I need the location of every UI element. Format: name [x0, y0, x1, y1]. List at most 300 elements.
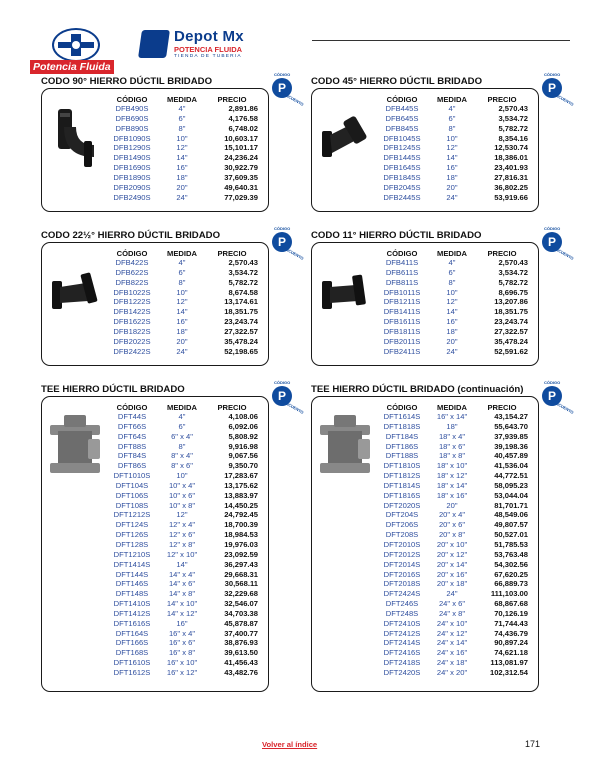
product-price: 13,174.61 [224, 297, 258, 307]
product-price: 4,176.58 [228, 113, 258, 123]
table-row [104, 173, 260, 183]
col-header-size: MEDIDA [167, 248, 197, 258]
product-code: DFB811S [385, 277, 419, 287]
product-code: DFT1414S [113, 559, 151, 569]
product-size: 16" x 6" [168, 638, 196, 648]
table-row [374, 609, 530, 619]
table-row [374, 619, 530, 629]
product-price: 32,546.07 [224, 599, 258, 609]
table-row [374, 589, 530, 599]
product-code: DFB411S [385, 258, 419, 267]
product-price: 6,748.02 [228, 123, 258, 133]
table-row [104, 668, 260, 678]
table-row [104, 297, 260, 307]
product-code: DFB1045S [383, 133, 421, 143]
product-code: DFB1622S [113, 317, 151, 327]
product-code: DFT2420S [383, 667, 421, 677]
table-row [104, 114, 260, 124]
product-size: 8" x 4" [171, 451, 193, 461]
product-price: 36,802.25 [494, 182, 528, 192]
product-code: DFT1412S [113, 608, 151, 618]
product-price: 3,534.72 [498, 267, 528, 277]
product-size: 14" x 8" [168, 589, 196, 599]
product-code: DFB1890S [113, 172, 151, 182]
product-price: 48,549.06 [494, 510, 528, 520]
table-row [374, 461, 530, 471]
product-price: 13,207.86 [494, 297, 528, 307]
potencia-fluida-text: Potencia Fluida [30, 60, 114, 74]
section-codo-90 [41, 72, 305, 212]
table-row [104, 471, 260, 481]
product-box [311, 242, 539, 366]
badge-bottom-text: DESCUENTO [550, 244, 575, 261]
table-row [104, 337, 260, 347]
table-row [374, 347, 530, 357]
product-size: 10" [446, 287, 458, 297]
product-size: 6" [448, 113, 456, 123]
product-code: DFT1614S [383, 412, 421, 421]
product-box [41, 88, 269, 212]
product-size: 24" x 18" [436, 658, 468, 668]
section-tee-continued [311, 380, 575, 692]
section-codo-11 [311, 226, 575, 366]
section-title: CODO 22½° HIERRO DÚCTIL BRIDADO [41, 230, 221, 241]
product-size: 16" [446, 317, 458, 327]
product-size: 18" x 4" [438, 431, 466, 441]
product-size: 6" [448, 267, 456, 277]
product-price: 9,350.70 [228, 461, 258, 471]
product-size: 24" [446, 192, 458, 202]
product-code: DFB1211S [383, 297, 421, 307]
product-code: DFT1610S [113, 658, 151, 668]
table-row [104, 638, 260, 648]
product-code: DFT208S [385, 530, 419, 540]
product-size: 14" x 12" [166, 608, 198, 618]
table-row [374, 550, 530, 560]
product-size: 16" [176, 618, 188, 628]
product-code: DFT1010S [113, 471, 151, 481]
table-row [104, 629, 260, 639]
product-size: 20" x 18" [436, 579, 468, 589]
product-price: 53,044.04 [494, 490, 528, 500]
section-title: CODO 45° HIERRO DÚCTIL BRIDADO [311, 76, 483, 87]
product-size: 12" [446, 143, 458, 153]
table-row [374, 163, 530, 173]
table-row [374, 471, 530, 481]
product-price: 8,354.16 [498, 133, 528, 143]
table-row [374, 412, 530, 422]
product-code: DFT2414S [383, 638, 421, 648]
col-header-price: PRECIO [217, 94, 247, 104]
elbow-22-image [50, 269, 98, 315]
product-size: 16" x 10" [166, 658, 198, 668]
table-row [374, 337, 530, 347]
section-title: TEE HIERRO DÚCTIL BRIDADO (continuación) [311, 384, 524, 395]
product-price: 5,782.72 [498, 123, 528, 133]
table-row [104, 327, 260, 337]
table-row [104, 258, 260, 268]
product-code: DFB622S [115, 267, 149, 277]
product-price: 3,534.72 [498, 113, 528, 123]
product-code: DFT2014S [383, 559, 421, 569]
product-size: 6" x 4" [171, 431, 193, 441]
table-row [374, 540, 530, 550]
product-price: 24,236.24 [224, 153, 258, 163]
product-price: 74,621.18 [494, 648, 528, 658]
section-codo-22 [41, 226, 305, 366]
table-row [374, 114, 530, 124]
product-size: 24" x 20" [436, 667, 468, 677]
discount-code-badge: P [272, 232, 292, 252]
product-size: 20" x 14" [436, 559, 468, 569]
product-size: 12" x 6" [168, 530, 196, 540]
table-row [374, 658, 530, 668]
table-row [104, 317, 260, 327]
discount-code-badge: P [272, 78, 292, 98]
product-price: 5,782.72 [498, 277, 528, 287]
tee-image [48, 415, 102, 487]
product-price: 44,772.51 [494, 471, 528, 481]
product-size: 20" x 10" [436, 539, 468, 549]
product-price: 6,092.06 [228, 421, 258, 431]
product-price: 39,613.50 [224, 648, 258, 658]
col-header-size: MEDIDA [167, 94, 197, 104]
col-header-code: CÓDIGO [116, 402, 148, 412]
product-size: 20" x 16" [436, 569, 468, 579]
product-price: 71,744.43 [494, 618, 528, 628]
product-code: DFT126S [115, 530, 149, 540]
product-size: 16" x 14" [436, 412, 468, 421]
product-price: 5,808.92 [228, 431, 258, 441]
badge-bottom-text: DESCUENTO [280, 398, 305, 415]
product-price: 35,478.24 [224, 336, 258, 346]
table-row [374, 143, 530, 153]
table-row [374, 442, 530, 452]
table-row [104, 432, 260, 442]
product-size: 24" x 8" [438, 608, 466, 618]
product-code: DFT1812S [383, 471, 421, 481]
product-price: 12,530.74 [494, 143, 528, 153]
product-code: DFB2422S [113, 346, 151, 356]
product-price: 55,643.70 [494, 421, 528, 431]
product-price: 53,919.66 [494, 192, 528, 202]
pipe-fitting-icon [52, 28, 100, 62]
product-code: DFB2411S [383, 346, 421, 356]
badge-bottom-text: DESCUENTO [280, 244, 305, 261]
product-size: 12" x 4" [168, 520, 196, 530]
table-row [374, 491, 530, 501]
product-code: DFT44S [117, 412, 147, 421]
table-row [104, 530, 260, 540]
header-divider [312, 40, 570, 41]
product-price: 24,792.45 [224, 510, 258, 520]
product-code: DFT1210S [113, 549, 151, 559]
table-row [374, 124, 530, 134]
col-header-code: CÓDIGO [386, 402, 418, 412]
discount-code-badge: P [272, 386, 292, 406]
product-code: DFT168S [115, 648, 149, 658]
product-price: 23,243.74 [224, 317, 258, 327]
depot-mx-subtitle: POTENCIA FLUIDA [174, 45, 243, 54]
table-row [104, 124, 260, 134]
table-row [104, 143, 260, 153]
product-size: 24" x 10" [436, 618, 468, 628]
product-code: DFT148S [115, 589, 149, 599]
product-size: 20" x 6" [438, 520, 466, 530]
table-row [104, 540, 260, 550]
table-row [104, 599, 260, 609]
product-code: DFB1690S [113, 163, 151, 173]
col-header-code: CÓDIGO [116, 94, 148, 104]
table-row [374, 579, 530, 589]
product-code: DFT88S [117, 441, 147, 451]
product-size: 20" x 12" [436, 549, 468, 559]
product-price: 70,126.19 [494, 608, 528, 618]
product-size: 18" x 14" [436, 480, 468, 490]
product-price: 18,386.01 [494, 153, 528, 163]
table-row [374, 134, 530, 144]
product-size: 10" [176, 287, 188, 297]
product-code: DFT248S [385, 608, 419, 618]
table-row [104, 501, 260, 511]
discount-code-badge: P [542, 78, 562, 98]
product-price: 37,939.85 [494, 431, 528, 441]
col-header-price: PRECIO [487, 94, 517, 104]
badge-bottom-text: DESCUENTO [550, 398, 575, 415]
elbow-11-image [320, 269, 368, 315]
table-row [104, 268, 260, 278]
product-code: DFT2020S [383, 500, 421, 510]
table-row [104, 412, 260, 422]
product-code: DFB422S [115, 258, 149, 267]
product-size: 4" [178, 104, 186, 113]
product-size: 24" [446, 346, 458, 356]
price-table [374, 248, 530, 356]
product-price: 8,674.58 [228, 287, 258, 297]
product-price: 102,312.54 [489, 667, 528, 677]
product-price: 37,400.77 [224, 628, 258, 638]
product-code: DFT106S [115, 490, 149, 500]
product-size: 10" x 4" [168, 480, 196, 490]
product-size: 6" [178, 113, 186, 123]
product-price: 23,401.93 [494, 163, 528, 173]
product-code: DFT246S [385, 599, 419, 609]
product-size: 16" x 8" [168, 648, 196, 658]
table-row [104, 104, 260, 114]
table-row [104, 347, 260, 357]
product-size: 18" x 12" [436, 471, 468, 481]
product-size: 24" [176, 192, 188, 202]
badge-top-text: CÓDIGO [544, 380, 561, 385]
product-size: 18" [446, 172, 458, 182]
table-row [104, 560, 260, 570]
badge-top-text: CÓDIGO [544, 226, 561, 231]
table-row [104, 619, 260, 629]
product-size: 20" [446, 500, 458, 510]
product-size: 14" [176, 307, 188, 317]
product-code: DFB1411S [383, 307, 421, 317]
section-codo-45 [311, 72, 575, 212]
product-code: DFT2018S [383, 579, 421, 589]
product-price: 34,703.38 [224, 608, 258, 618]
product-price: 13,175.62 [224, 480, 258, 490]
product-size: 24" x 12" [436, 628, 468, 638]
table-row [374, 297, 530, 307]
col-header-size: MEDIDA [167, 402, 197, 412]
section-title: TEE HIERRO DÚCTIL BRIDADO [41, 384, 185, 395]
product-price: 52,591.62 [494, 346, 528, 356]
product-code: DFT1816S [383, 490, 421, 500]
elbow-45-image [320, 113, 368, 165]
product-code: DFB1445S [383, 153, 421, 163]
product-code: DFB1822S [113, 326, 151, 336]
section-title: CODO 90° HIERRO DÚCTIL BRIDADO [41, 76, 213, 87]
product-code: DFB1245S [383, 143, 421, 153]
badge-top-text: CÓDIGO [274, 380, 291, 385]
product-price: 52,198.65 [224, 346, 258, 356]
table-row [104, 278, 260, 288]
depot-mx-logo [140, 30, 260, 74]
product-price: 53,763.48 [494, 549, 528, 559]
product-code: DFT124S [115, 520, 149, 530]
product-code: DFB1645S [383, 163, 421, 173]
product-price: 18,351.75 [494, 307, 528, 317]
product-price: 39,198.36 [494, 441, 528, 451]
product-price: 38,876.93 [224, 638, 258, 648]
table-row [374, 422, 530, 432]
product-code: DFB1290S [113, 143, 151, 153]
table-row [104, 550, 260, 560]
product-size: 10" x 6" [168, 490, 196, 500]
product-code: DFT186S [385, 441, 419, 451]
product-price: 111,103.00 [490, 589, 528, 599]
product-code: DFT2410S [383, 618, 421, 628]
product-size: 14" [176, 153, 188, 163]
table-row [374, 193, 530, 203]
product-code: DFB1090S [113, 133, 151, 143]
product-size: 14" [176, 559, 188, 569]
section-tee [41, 380, 305, 692]
product-size: 12" [176, 143, 188, 153]
product-price: 27,322.57 [494, 326, 528, 336]
product-code: DFT184S [385, 431, 419, 441]
product-size: 18" x 8" [438, 451, 466, 461]
product-size: 18" x 16" [436, 490, 468, 500]
product-size: 20" [446, 336, 458, 346]
product-size: 16" x 12" [166, 667, 198, 677]
product-price: 2,570.43 [228, 258, 258, 267]
product-code: DFT1212S [113, 510, 151, 520]
product-size: 8" [448, 123, 456, 133]
product-code: DFB890S [115, 123, 149, 133]
product-code: DFT2412S [383, 628, 421, 638]
table-row [374, 173, 530, 183]
potencia-fluida-logo [30, 26, 120, 74]
product-code: DFT108S [115, 500, 149, 510]
table-row [374, 432, 530, 442]
product-price: 45,878.87 [224, 618, 258, 628]
table-row [374, 288, 530, 298]
product-size: 12" x 10" [166, 549, 198, 559]
product-price: 2,570.43 [498, 258, 528, 267]
table-row [374, 258, 530, 268]
col-header-size: MEDIDA [437, 248, 467, 258]
table-row [104, 648, 260, 658]
product-size: 18" [176, 172, 188, 182]
product-code: DFT1810S [383, 461, 421, 471]
table-row [374, 183, 530, 193]
product-price: 41,456.43 [224, 658, 258, 668]
table-row [104, 183, 260, 193]
product-size: 18" x 6" [438, 441, 466, 451]
product-code: DFT188S [385, 451, 419, 461]
col-header-price: PRECIO [487, 402, 517, 412]
product-price: 43,482.76 [224, 667, 258, 677]
depot-mx-title: Depot Mx [174, 28, 244, 45]
product-size: 8" [178, 441, 186, 451]
product-price: 23,092.59 [224, 549, 258, 559]
table-row [374, 268, 530, 278]
product-code: DFT104S [115, 480, 149, 490]
product-size: 8" [448, 277, 456, 287]
badge-bottom-text: DESCUENTO [280, 90, 305, 107]
col-header-size: MEDIDA [437, 402, 467, 412]
col-header-size: MEDIDA [437, 94, 467, 104]
product-size: 16" x 4" [168, 628, 196, 638]
product-size: 12" [176, 510, 188, 520]
product-size: 8" [178, 123, 186, 133]
product-price: 36,297.43 [224, 559, 258, 569]
badge-top-text: CÓDIGO [274, 72, 291, 77]
product-code: DFT1410S [113, 599, 151, 609]
table-row [104, 658, 260, 668]
table-row [374, 501, 530, 511]
product-size: 16" [176, 163, 188, 173]
table-row [104, 442, 260, 452]
back-to-index-link[interactable]: Volver al índice [262, 740, 318, 749]
product-price: 81,701.71 [494, 500, 528, 510]
product-size: 12" [176, 297, 188, 307]
product-price: 58,095.23 [494, 480, 528, 490]
product-size: 10" [176, 133, 188, 143]
product-size: 10" [446, 133, 458, 143]
product-size: 4" [448, 258, 456, 267]
table-row [104, 193, 260, 203]
col-header-code: CÓDIGO [386, 248, 418, 258]
tee-image [318, 415, 372, 487]
table-row [104, 134, 260, 144]
badge-bottom-text: DESCUENTO [550, 90, 575, 107]
product-size: 16" [176, 317, 188, 327]
product-size: 8" x 6" [171, 461, 193, 471]
product-price: 23,243.74 [494, 317, 528, 327]
product-code: DFB445S [385, 104, 419, 113]
product-size: 18" [176, 326, 188, 336]
product-code: DFT2418S [383, 658, 421, 668]
product-code: DFT2010S [383, 539, 421, 549]
product-size: 4" [178, 412, 186, 421]
table-row [374, 307, 530, 317]
product-code: DFT2016S [383, 569, 421, 579]
table-row [104, 461, 260, 471]
product-price: 9,067.56 [228, 451, 258, 461]
product-code: DFB845S [385, 123, 419, 133]
product-code: DFB2490S [113, 192, 151, 202]
product-price: 18,700.39 [224, 520, 258, 530]
product-size: 6" [178, 421, 186, 431]
product-price: 10,603.17 [224, 133, 258, 143]
product-code: DFT66S [117, 421, 147, 431]
